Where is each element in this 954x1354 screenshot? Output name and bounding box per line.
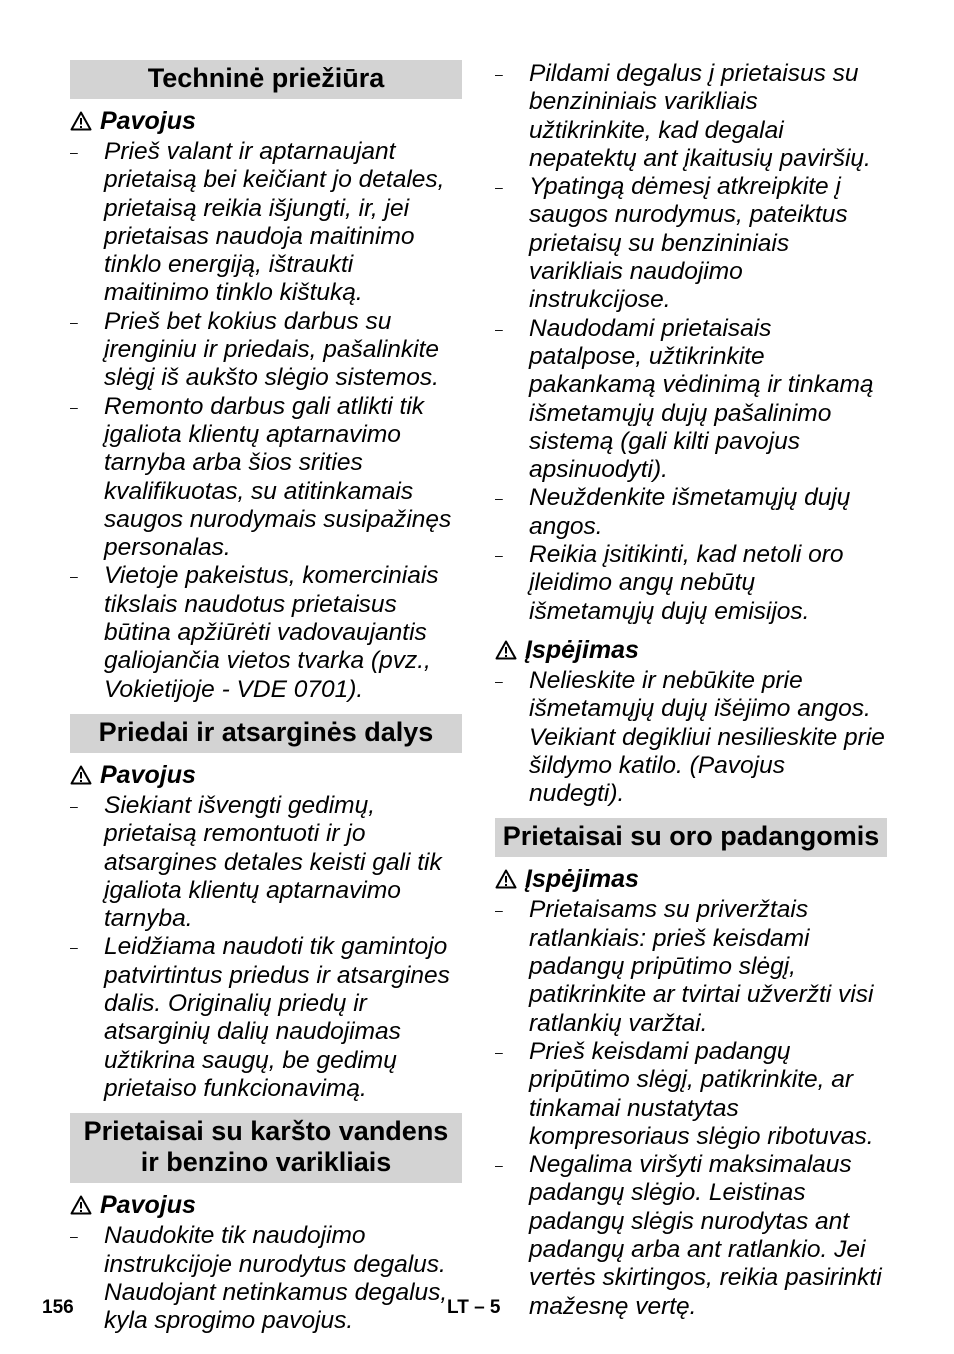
list-item: – Prieš keisdami padangų pripūtimo slėgį, patikrinkite, ar tinkamai nustatytas kompresoriaus slėgio ribotuvas. — [495, 1037, 874, 1150]
list-item: – Naudodami prietaisais patalpose, užtikrinkite pakankamą vėdinimą ir tinkamą išmetamųjų dujų pašalinimo sistemą (gali kilti pavojus apsinuodyti). — [495, 314, 874, 484]
section-hot-water-petrol — [70, 1113, 462, 1335]
list-item: – Leidžiama naudoti tik gamintojo patvirtintus priedus ir atsargines dalis. Originalių priedų ir atsarginių dalių naudojimas užtikrina saugų, be gedimų prietaiso funkcionavimą. — [70, 933, 450, 1102]
list-item: – Reikia įsitikinti, kad netoli oro įleidimo angų nebūtų išmetamųjų dujų emisijos. — [495, 541, 844, 625]
section-heading: Priedai ir atsarginės dalys — [70, 714, 462, 753]
warning-label-text: Įspėjimas — [525, 635, 639, 664]
list-item: – Prietaisams su priveržtais ratlankiais: prieš keisdami padangų pripūtimo slėgį, patikrinkite ar tvirtai užveržti visi ratlankių varžtai. — [495, 896, 874, 1037]
list-item: – Vietoje pakeistus, komerciniais tikslais naudotus prietaisus būtina apžiūrėti vadovaujantis galiojančia vietos tvarka (pvz., Vokietijoje - VDE 0701). — [70, 562, 439, 703]
warning-label — [495, 636, 887, 664]
list-item: – Prieš bet kokius darbus su įrenginiu ir priedais, pašalinkite slėgį iš aukšto slėgio sistemos. — [70, 307, 440, 392]
bullet-list — [70, 138, 462, 704]
danger-label-text: Pavojus — [100, 107, 196, 135]
warning-triangle-icon — [70, 111, 92, 131]
left-column — [70, 60, 462, 1345]
danger-label — [70, 761, 462, 789]
danger-label — [70, 1191, 462, 1219]
bullet-list — [495, 667, 887, 808]
warning-triangle-icon — [70, 765, 92, 785]
section-heading: Prietaisai su oro padangomis — [495, 818, 887, 857]
language-page-indicator: LT – 5 — [447, 1297, 501, 1318]
bullet-list — [70, 1222, 462, 1335]
section-accessories — [70, 714, 462, 1103]
danger-label-text: Pavojus — [100, 1191, 196, 1220]
list-item: – Nelieskite ir nebūkite prie išmetamųjų dujų išėjimo angos. Veikiant degikliui nesilieskite prie šildymo katilo. (Pavojus nudegti). — [495, 666, 885, 808]
bullet-list — [495, 60, 887, 626]
warning-triangle-icon — [70, 1195, 92, 1215]
right-column — [495, 60, 887, 1331]
list-item: – Prieš valant ir aptarnaujant prietaisą bei keičiant jo detales, prietaisą reikia išjungti, ir, jei prietaisas naudoja maitinimo tinklo energiją, ištraukti maitinimo tinklo kištuką. — [70, 138, 445, 307]
list-item: – Neuždenkite išmetamųjų dujų angos. — [495, 484, 851, 540]
section-heading: Techninė priežiūra — [70, 60, 462, 99]
bullet-list — [495, 896, 887, 1320]
warning-label-text: Įspėjimas — [525, 865, 639, 894]
section-heading: Prietaisai su karšto vandens ir benzino varikliais — [70, 1113, 462, 1183]
section-pneumatic-tyres — [495, 818, 887, 1320]
page-number: 156 — [42, 1297, 74, 1318]
list-item: – Pildami degalus į prietaisus su benzininiais varikliais užtikrinkite, kad degalai nepatektų ant įkaitusių paviršių. — [495, 60, 871, 172]
warning-label — [495, 865, 887, 893]
danger-label-text: Pavojus — [100, 760, 196, 789]
list-item: – Ypatingą dėmesį atkreipkite į saugos nurodymus, pateiktus prietaisų su benzininiais varikliais naudojimo instrukcijose. — [495, 173, 848, 314]
list-item: – Naudokite tik naudojimo instrukcijoje nurodytus degalus. Naudojant netinkamus degalus, kyla sprogimo pavojus. — [70, 1222, 448, 1335]
warning-triangle-icon — [495, 869, 517, 889]
bullet-list — [70, 792, 462, 1103]
section-maintenance — [70, 60, 462, 704]
danger-label — [70, 107, 462, 135]
list-item: – Siekiant išvengti gedimų, prietaisą remontuoti ir jo atsargines detales keisti gali tik įgaliota klientų aptarnavimo tarnyba. — [70, 791, 442, 933]
warning-triangle-icon — [495, 640, 517, 660]
list-item: – Remonto darbus gali atlikti tik įgaliota klientų aptarnavimo tarnyba arba šios srities kvalifikuotas, su atitinkamais saugos nurodymais susipažinęs personalas. — [70, 392, 452, 562]
list-item: – Negalima viršyti maksimalaus padangų slėgio. Leistinas padangų slėgis nurodytas ant padangų arba ant ratlankio. Jei vertės skirtingos, reikia pasirinkti mažesnę vertę. — [495, 1151, 882, 1320]
